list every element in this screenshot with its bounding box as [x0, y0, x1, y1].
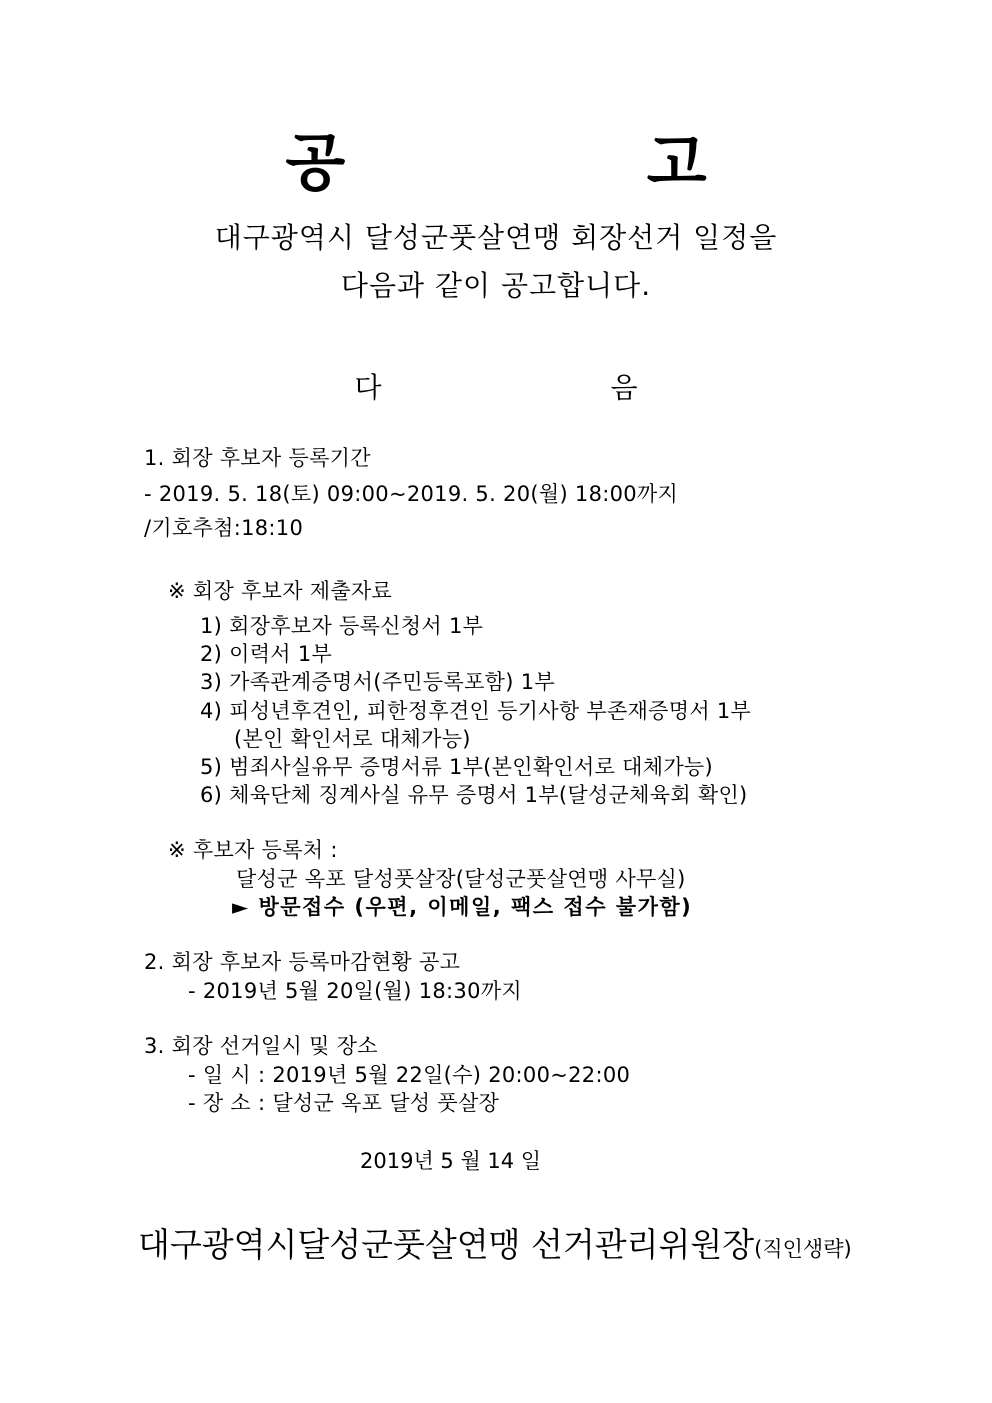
footer-date: 2019년 5 월 14 일	[360, 1149, 542, 1173]
section1-period: - 2019. 5. 18(토) 09:00~2019. 5. 20(월) 18:00까지	[144, 482, 679, 506]
documents-item: 4) 피성년후견인, 피한정후견인 등기사항 부존재증명서 1부	[200, 699, 752, 723]
section1-heading: 1. 회장 후보자 등록기간	[144, 446, 371, 470]
documents-heading: ※ 회장 후보자 제출자료	[168, 579, 393, 603]
registration-place: 달성군 옥포 달성풋살장(달성군풋살연맹 사무실)	[236, 867, 686, 891]
section3-datetime: - 일 시 : 2019년 5월 22일(수) 20:00~22:00	[188, 1063, 631, 1087]
section1-lottery: /기호추첨:18:10	[144, 516, 304, 540]
section2-heading: 2. 회장 후보자 등록마감현황 공고	[144, 950, 461, 974]
notice-title: 공 고	[285, 126, 847, 199]
section2-detail: - 2019년 5월 20일(월) 18:30까지	[188, 979, 522, 1003]
documents-item-continuation: (본인 확인서로 대체가능)	[234, 727, 471, 751]
signature-text: 대구광역시달성군풋살연맹 선거관리위원장	[138, 1225, 755, 1264]
documents-item: 3) 가족관계증명서(주민등록포함) 1부	[200, 670, 555, 694]
documents-item: 2) 이력서 1부	[200, 642, 333, 666]
documents-item: 6) 체육단체 징계사실 유무 증명서 1부(달성군체육회 확인)	[200, 783, 748, 807]
notice-subtitle-line2: 다음과 같이 공고합니다.	[340, 269, 652, 302]
daeum-heading: 다 음	[354, 371, 748, 404]
seal-note: (직인생략)	[754, 1237, 852, 1261]
section3-place: - 장 소 : 달성군 옥포 달성 풋살장	[188, 1091, 500, 1115]
documents-item: 5) 범죄사실유무 증명서류 1부(본인확인서로 대체가능)	[200, 755, 714, 779]
section3-heading: 3. 회장 선거일시 및 장소	[144, 1034, 378, 1058]
documents-item: 1) 회장후보자 등록신청서 1부	[200, 614, 484, 638]
signature-line	[138, 1222, 852, 1272]
registration-note: ► 방문접수 (우편, 이메일, 팩스 접수 불가함)	[232, 895, 693, 919]
notice-subtitle-line1: 대구광역시 달성군풋살연맹 회장선거 일정을	[214, 221, 778, 254]
registration-heading: ※ 후보자 등록처 :	[168, 838, 338, 862]
